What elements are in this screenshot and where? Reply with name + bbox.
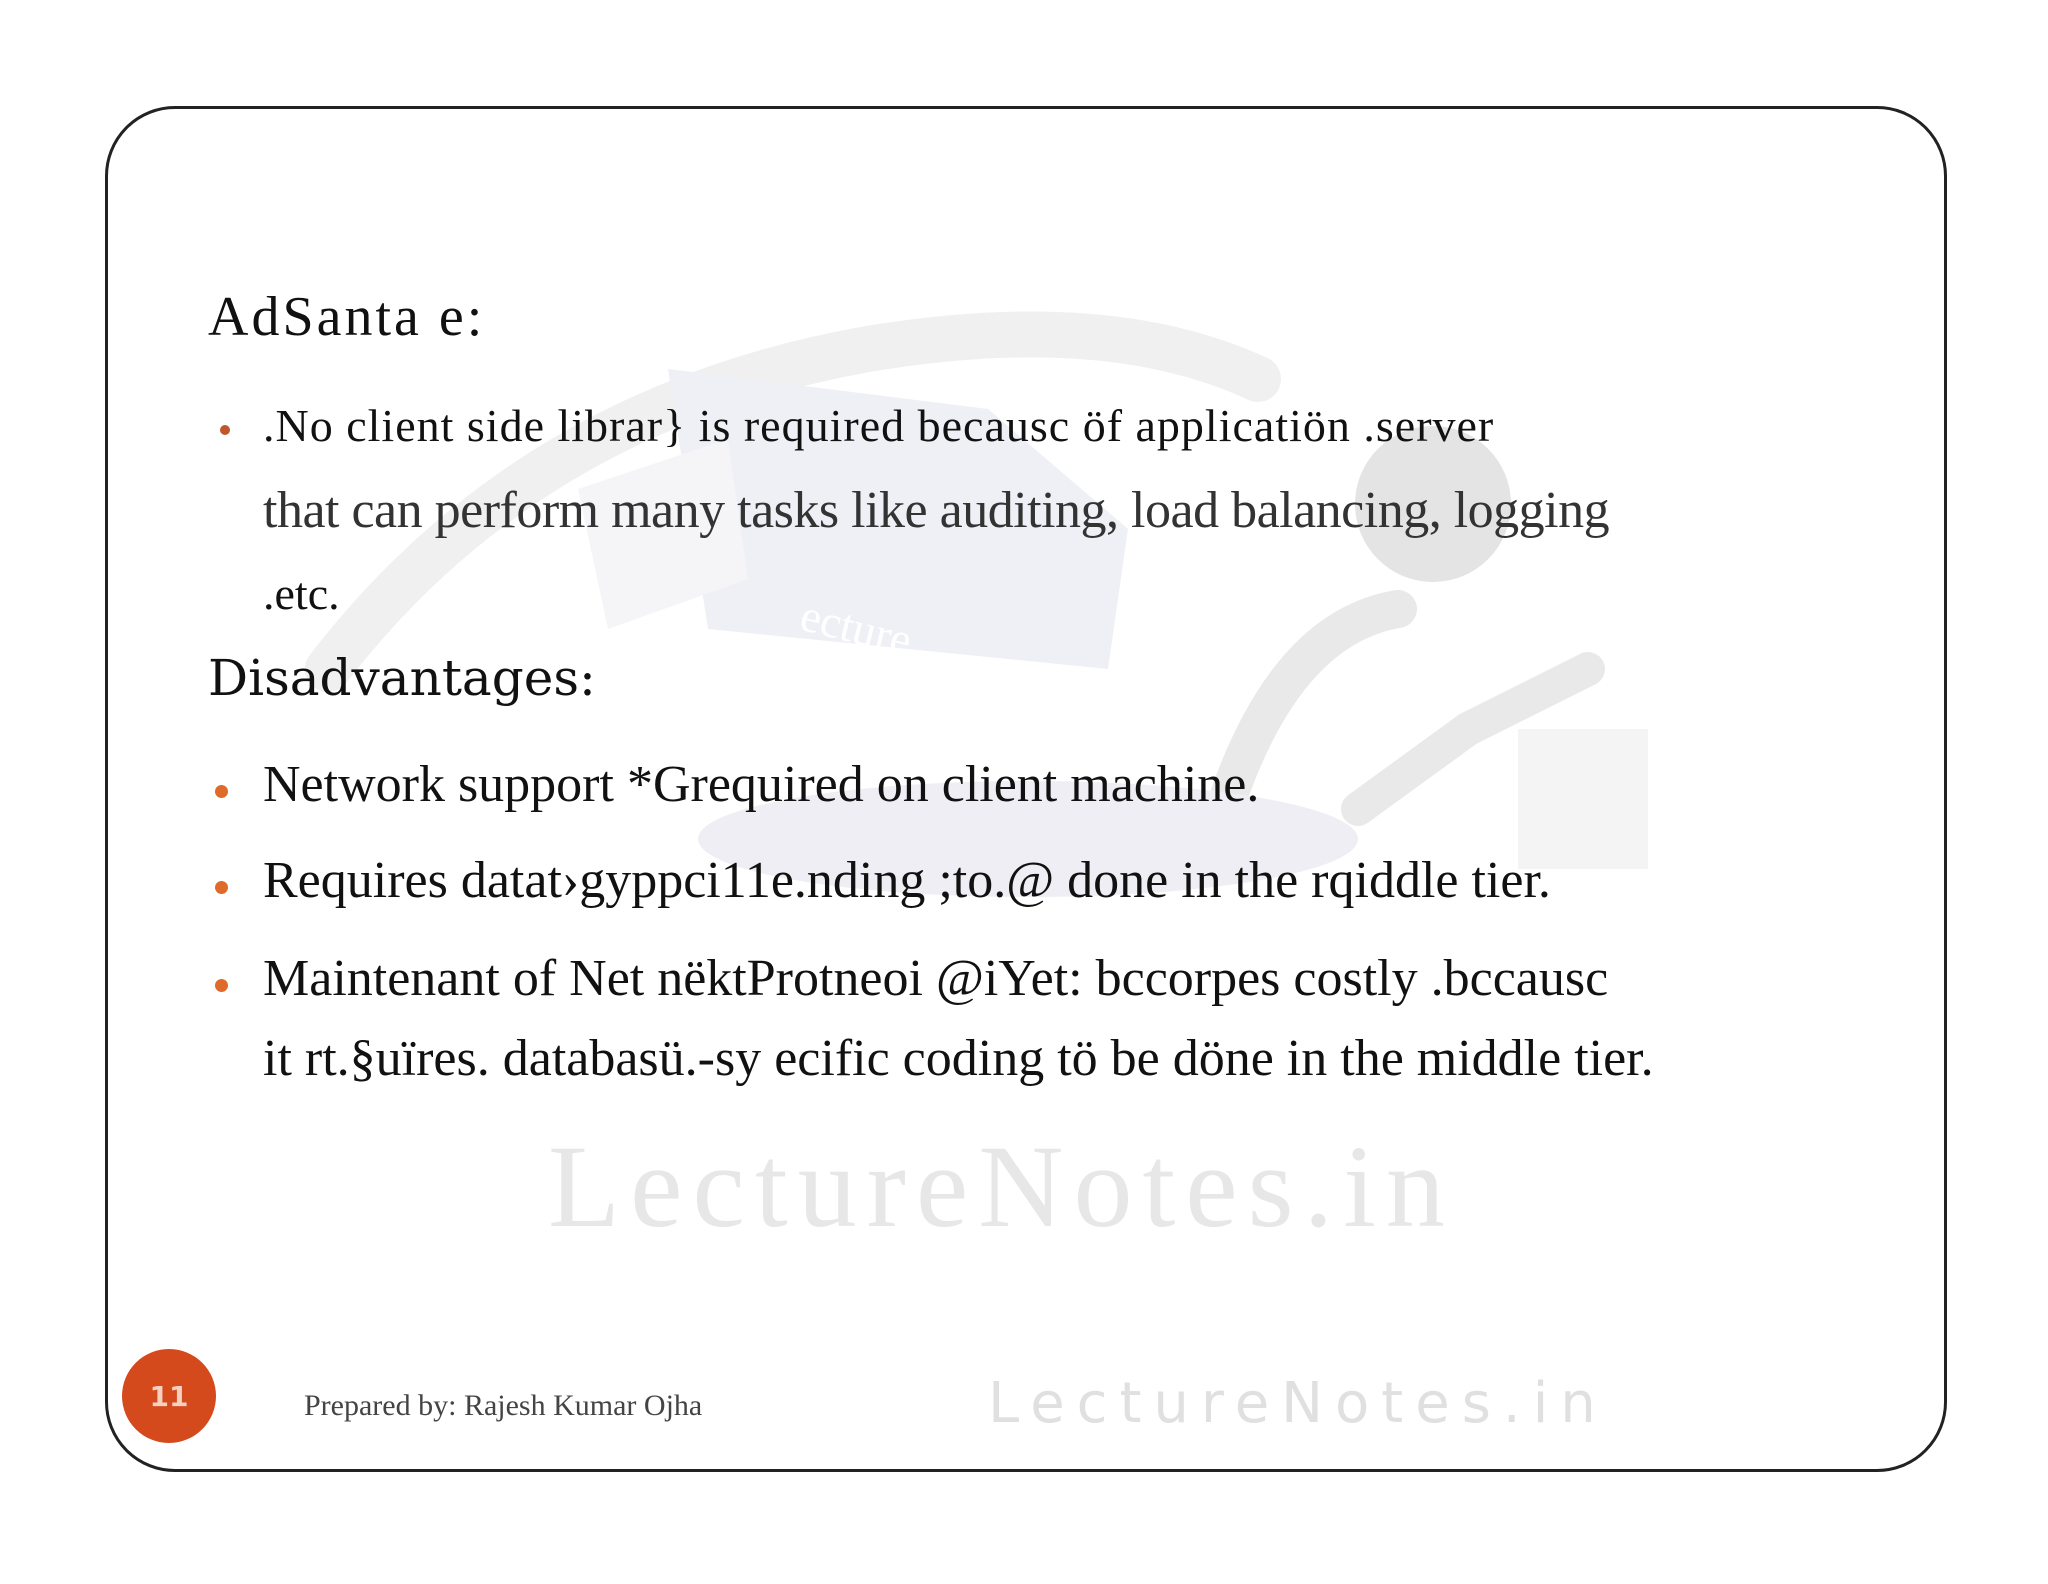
advantage-line: .etc. — [263, 568, 340, 619]
prepared-by-text: Prepared by: Rajesh Kumar Ojha — [304, 1389, 703, 1422]
bullet-icon — [215, 785, 228, 798]
disadvantage-line: it rt.§uïres. databasü.-sy ecific coding tö be döne in the middle tier. — [263, 1030, 1654, 1087]
advantage-heading: AdSanta e: — [208, 286, 486, 348]
slide-frame — [105, 106, 1947, 1472]
page-number-badge: 11 — [122, 1349, 216, 1443]
advantage-line: that can perform many tasks like auditing, load balancing, logging — [263, 482, 1610, 539]
bullet-icon — [220, 425, 230, 435]
disadvantage-line: Network support *Grequired on client machine. — [263, 756, 1260, 813]
disadvantages-heading: Disadvantages: — [208, 649, 596, 707]
advantage-line: .No client side librar} is required becausc öf applicatiön .server — [263, 400, 1495, 451]
disadvantage-line: Requires datat›gyppci11e.nding ;to.@ done in the rqiddle tier. — [263, 852, 1551, 909]
bullet-icon — [215, 881, 228, 894]
bullet-icon — [215, 979, 228, 992]
footer-brand-watermark: LectureNotes.in — [988, 1371, 1608, 1436]
watermark-art-label: ecture — [795, 589, 917, 666]
watermark-text: LectureNotes.in — [548, 1121, 1455, 1252]
disadvantage-line: Maintenant of Net nëktProtneoi @iYet: bccorpes costly .bccausc — [263, 950, 1609, 1007]
